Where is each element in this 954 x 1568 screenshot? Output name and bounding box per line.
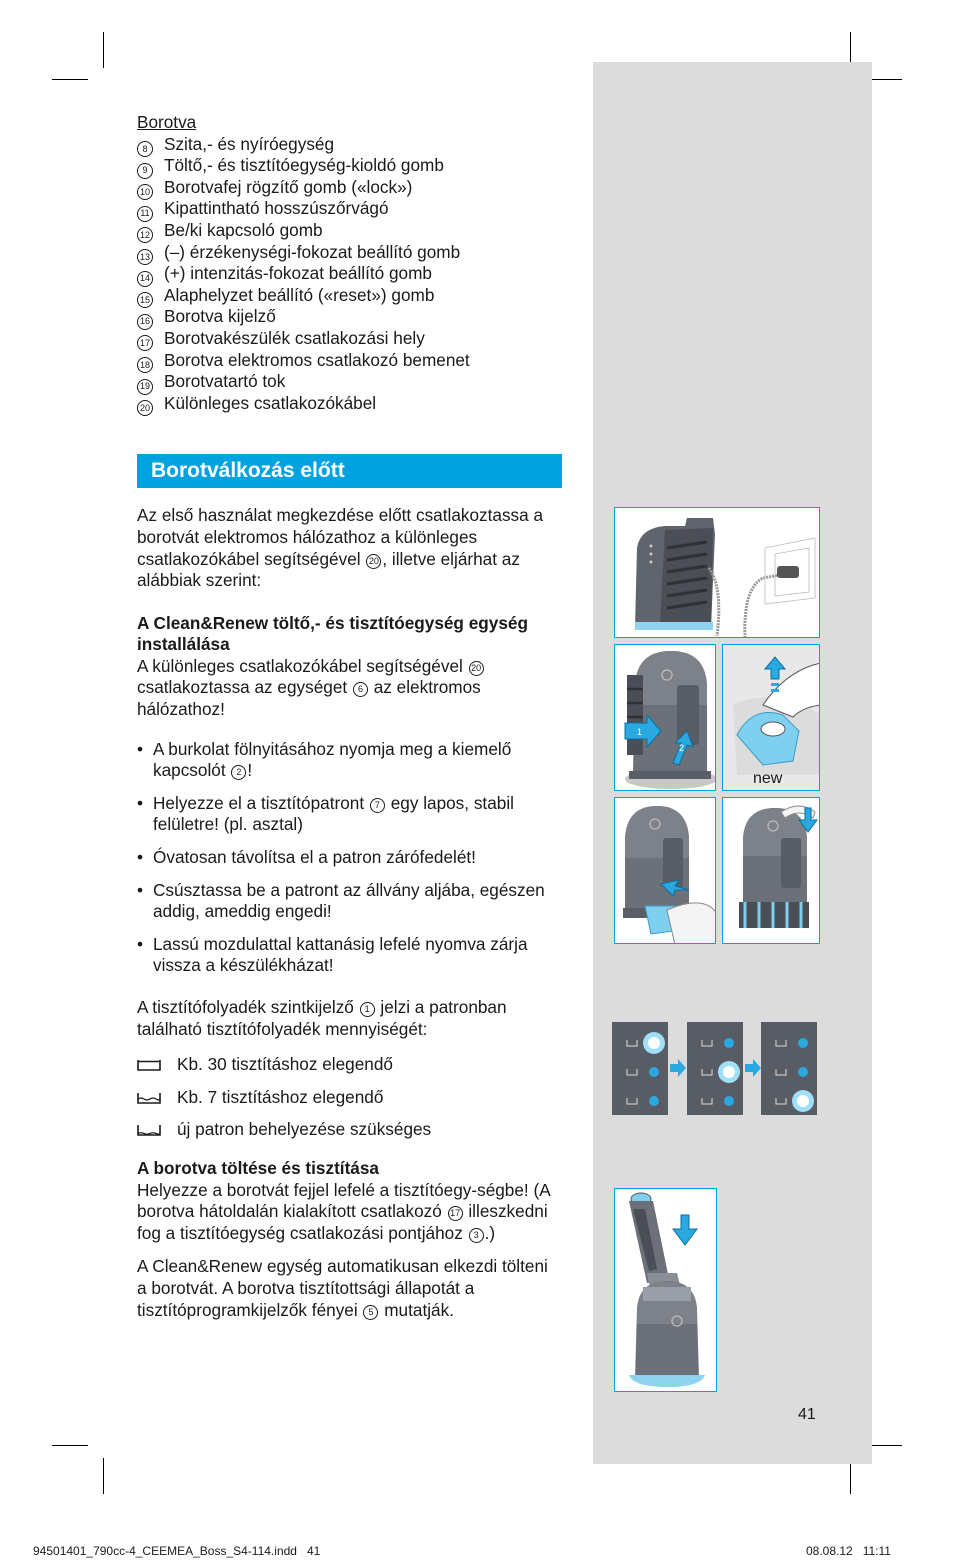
part-label: Kipattintható hosszúszőrvágó [164,198,389,219]
level-indicator-illustration [613,1023,668,1115]
figure-level-state-1 [612,1022,668,1115]
list-item [137,328,562,350]
part-number: 16 [137,314,153,330]
list-item [137,306,562,328]
part-number: 19 [137,379,153,395]
section-heading: Borotválkozás előtt [137,454,562,488]
step-text: egy lapos, stabil felületre! (pl. asztal) [153,792,514,835]
part-label: Borotvafej rögzítő gomb («lock») [164,176,413,197]
figure-open-lid [614,644,716,791]
level-item-empty [137,1119,562,1141]
ref-number: 7 [370,798,385,813]
part-label: Borotvatartó tok [164,371,286,392]
part-number: 18 [137,357,153,373]
level-indicator-illustration [688,1023,743,1115]
list-item [137,134,562,156]
ref-number: 3 [469,1228,484,1243]
intro-text: Az első használat megkezdése előtt csatlakoztassa a borotvát elektromos hálózathoz a különleges csatlakozókábel segítségével [137,505,544,569]
part-label: Borotva elektromos csatlakozó bemenet [164,349,470,370]
list-item [137,393,562,415]
install-text: A különleges csatlakozókábel segítségével [137,655,463,676]
parts-list [137,134,562,415]
part-label: Be/ki kapcsoló gomb [164,219,323,240]
level-indicator-illustration [762,1023,817,1115]
intro-text: , illetve eljárhat az alábbiak szerint: [137,548,520,591]
text-column [137,112,562,1321]
ref-number: 20 [366,554,381,569]
figure-shaver-insert [614,1188,717,1392]
charge-text: Helyezze a borotvát fejjel lefelé a tisztítóegy-ségbe! (A borotva hátoldalán kialakított csatlakozó [137,1179,550,1222]
level-item-full [137,1054,562,1076]
part-number: 12 [137,227,153,243]
list-item [137,177,562,199]
part-number: 11 [137,206,153,222]
charge-text: illeszkedni fog a tisztítóegység csatlakozási pontjához [137,1201,548,1243]
level-label: Kb. 7 tisztításhoz elegendő [177,1086,384,1107]
list-item [137,155,562,177]
step-marker: 1 [637,727,643,737]
figure-close-lid [722,797,820,944]
cartridge-low-icon [137,1091,161,1105]
figure-level-state-3 [761,1022,817,1115]
crop-mark [103,32,104,68]
part-number: 8 [137,141,153,157]
list-item: • Csúsztassa be a patront az állvány aljába, egészen addig, ameddig engedi! [137,880,562,923]
list-item: • A burkolat fölnyitásához nyomja meg a kiemelő kapcsolót 2 ! [137,738,512,781]
part-label: (+) intenzitás-fokozat beállító gomb [164,263,432,284]
charge-paragraph [137,1158,562,1244]
list-item [137,285,562,307]
level-label: új patron behelyezése szükséges [177,1119,432,1140]
level-text: A tisztítófolyadék szintkijelző [137,997,354,1017]
list-item [137,371,562,393]
cartridge-empty-icon [137,1123,161,1137]
auto-text: mutatják. [384,1299,454,1320]
ref-number: 17 [448,1206,463,1221]
part-number: 20 [137,400,153,416]
step-text: Lassú mozdulattal kattanásig lefelé nyomva zárja vissza a készülékházat! [153,933,528,976]
part-label: Alaphelyzet beállító («reset») gomb [164,284,435,305]
station-insert-illustration [615,798,716,944]
level-text: jelzi a patronban található tisztítófolyadék mennyiségét: [137,997,507,1039]
crop-mark [52,1445,88,1446]
footer-file-info: 94501401_790cc-4_CEEMEA_Boss_S4-114.indd 41 [33,1544,321,1558]
list-item: • Lassú mozdulattal kattanásig lefelé nyomva zárja vissza a készülékházat! [137,934,562,977]
level-paragraph [137,997,562,1040]
step-text: Helyezze el a tisztítópatront [153,792,365,813]
part-label: Borotvakészülék csatlakozási hely [164,327,425,348]
intro-paragraph [137,505,562,591]
figure-plug-in [614,507,820,638]
new-label: new [753,770,783,787]
station-close-illustration [723,798,820,944]
level-item-low [137,1087,562,1109]
list-item [137,198,562,220]
part-number: 10 [137,184,153,200]
install-text: csatlakoztassa az egységet [137,677,348,698]
part-number: 17 [137,335,153,351]
ref-number: 5 [363,1305,378,1320]
list-item: • Helyezze el a tisztítópatront 7 egy lapos, stabil felületre! (pl. asztal) [137,792,514,835]
list-item [137,350,562,372]
arrow-right-icon [745,1059,761,1077]
ref-number: 20 [469,661,484,676]
station-plug-illustration [615,508,820,638]
figure-insert-cartridge [614,797,716,944]
arrow-right-icon [670,1059,686,1077]
step-text: ! [247,760,253,781]
page-number: 41 [798,1406,816,1423]
list-item: • Óvatosan távolítsa el a patron zárófedelét! [137,847,476,868]
figure-level-state-2 [687,1022,743,1115]
crop-mark [103,1458,104,1494]
install-steps [137,739,562,977]
footer-timestamp: 08.08.12 11:11 [806,1544,891,1558]
level-list [137,1054,562,1141]
station-open-illustration [615,645,716,791]
auto-text: A Clean&Renew egység automatikusan elkezdi tölteni a borotvát. A borotva tisztítottsági állapotát a tisztítóprogramkijelzők fényei [137,1256,548,1320]
part-label: Töltő,- és tisztítóegység-kioldó gomb [164,155,444,176]
crop-mark [52,79,88,80]
list-item [137,242,562,264]
step-marker: 2 [679,743,685,753]
part-label: Különleges csatlakozókábel [164,392,377,413]
parts-title: Borotva [137,112,197,132]
install-paragraph [137,613,562,721]
shaver-station-illustration [615,1189,717,1392]
charge-text: .) [484,1222,496,1243]
figure-new-cartridge [722,644,820,791]
part-label: Borotva kijelző [164,306,276,327]
level-label: Kb. 30 tisztításhoz elegendő [177,1054,393,1075]
step-text: Csúsztassa be a patront az állvány aljába, egészen addig, ameddig engedi! [153,879,545,922]
cartridge-full-icon [137,1058,161,1072]
install-text: az elektromos hálózathoz! [137,677,481,720]
install-heading: A Clean&Renew töltő,- és tisztítóegység egység installálása [137,612,528,655]
charge-heading: A borotva töltése és tisztítása [137,1157,379,1178]
step-text: A burkolat fölnyitásához nyomja meg a kiemelő kapcsolót [153,738,512,781]
part-label: Szita,- és nyíróegység [164,133,335,154]
list-item [137,220,562,242]
step-text: Óvatosan távolítsa el a patron zárófedelét! [153,847,476,868]
auto-paragraph [137,1256,562,1321]
part-label: (–) érzékenységi-fokozat beállító gomb [164,241,461,262]
part-number: 9 [137,163,153,179]
part-number: 13 [137,249,153,265]
list-item [137,263,562,285]
ref-number: 2 [231,765,246,780]
part-number: 15 [137,292,153,308]
part-number: 14 [137,271,153,287]
ref-number: 6 [353,682,368,697]
ref-number: 1 [360,1002,375,1017]
